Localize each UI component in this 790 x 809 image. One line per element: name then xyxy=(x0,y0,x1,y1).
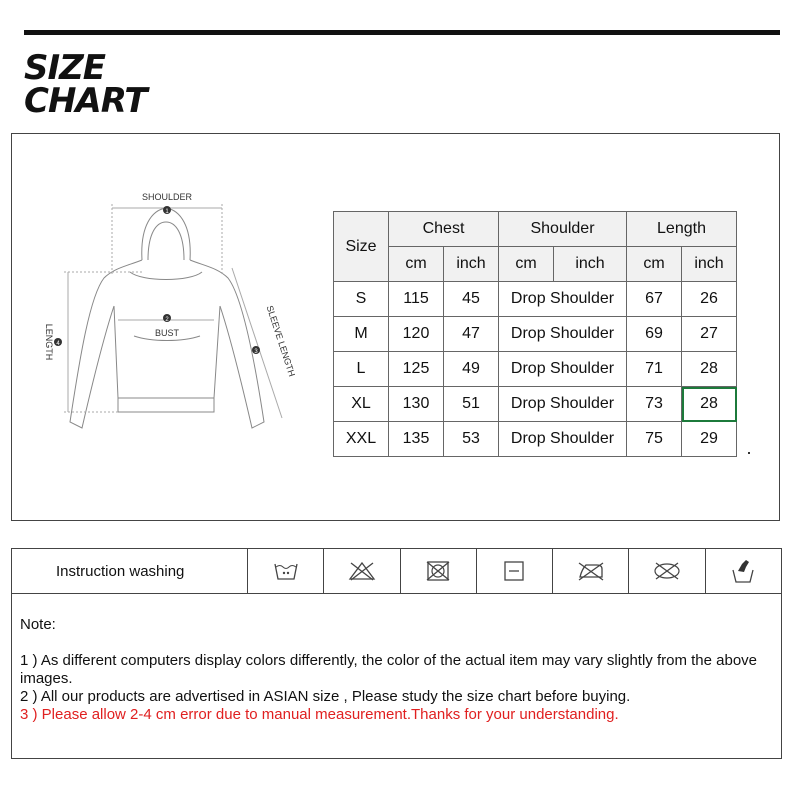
marker-4-text: 4 xyxy=(56,341,60,347)
length-cm-cell: 73 xyxy=(627,387,682,422)
table-row xyxy=(334,387,737,422)
length-label: LENGTH xyxy=(44,323,54,361)
length-header: Length xyxy=(627,212,737,247)
length-inch-cell: 29 xyxy=(682,422,737,457)
hand-wash-icon xyxy=(730,558,756,584)
shoulder-cell: Drop Shoulder xyxy=(499,317,627,352)
no-bleach-icon xyxy=(348,560,376,582)
no-dry-clean-icon xyxy=(652,560,682,582)
length-inch-cell: 26 xyxy=(682,282,737,317)
unit-header: inch xyxy=(554,247,627,282)
length-inch-cell-selected[interactable]: 28 xyxy=(682,387,737,422)
table-row xyxy=(334,317,737,352)
marker-2-text: 2 xyxy=(165,317,169,323)
chest-inch-cell: 53 xyxy=(444,422,499,457)
chest-cm-cell: 135 xyxy=(389,422,444,457)
size-cell: M xyxy=(334,317,389,352)
dry-flat-icon xyxy=(503,560,525,582)
bust-label: BUST xyxy=(154,328,180,338)
shoulder-label: SHOULDER xyxy=(141,192,193,202)
chest-inch-cell: 49 xyxy=(444,352,499,387)
stray-dot xyxy=(748,452,750,454)
length-inch-cell: 27 xyxy=(682,317,737,352)
length-cm-cell: 67 xyxy=(627,282,682,317)
note-title: Note: xyxy=(20,616,56,633)
size-cell: L xyxy=(334,352,389,387)
length-cm-cell: 71 xyxy=(627,352,682,387)
table-row xyxy=(334,352,737,387)
chest-cm-cell: 115 xyxy=(389,282,444,317)
chest-inch-cell: 51 xyxy=(444,387,499,422)
shoulder-cell: Drop Shoulder xyxy=(499,387,627,422)
chest-inch-cell: 45 xyxy=(444,282,499,317)
unit-header: inch xyxy=(682,247,737,282)
no-tumble-dry-icon xyxy=(425,560,451,582)
shoulder-header: Shoulder xyxy=(499,212,627,247)
unit-header: cm xyxy=(499,247,554,282)
length-inch-cell: 28 xyxy=(682,352,737,387)
shoulder-cell: Drop Shoulder xyxy=(499,422,627,457)
hoodie-diagram xyxy=(42,186,312,446)
length-cm-cell: 75 xyxy=(627,422,682,457)
unit-header: cm xyxy=(389,247,444,282)
washing-instructions xyxy=(11,548,782,594)
size-table xyxy=(333,211,737,457)
shoulder-cell: Drop Shoulder xyxy=(499,352,627,387)
washing-label: Instruction washing xyxy=(12,549,248,593)
note-line-1: 1 ) As different computers display colors differently, the color of the actual item may vary slightly from the above images. xyxy=(20,652,758,687)
title-line-chart: CHART xyxy=(24,81,147,121)
chest-header: Chest xyxy=(389,212,499,247)
table-row xyxy=(334,282,737,317)
note-line-2: 2 ) All our products are advertised in ASIAN size , Please study the size chart before buying. xyxy=(20,688,631,705)
size-cell: S xyxy=(334,282,389,317)
size-cell: XL xyxy=(334,387,389,422)
wash-30-icon xyxy=(273,560,299,582)
size-cell: XXL xyxy=(334,422,389,457)
marker-1-text: 1 xyxy=(165,209,169,215)
top-rule xyxy=(24,30,780,35)
page-title xyxy=(24,48,147,121)
chest-cm-cell: 125 xyxy=(389,352,444,387)
chest-cm-cell: 120 xyxy=(389,317,444,352)
iron-low-icon xyxy=(577,560,605,582)
title-line-size: SIZE xyxy=(24,48,106,88)
table-row xyxy=(334,422,737,457)
length-cm-cell: 69 xyxy=(627,317,682,352)
chest-inch-cell: 47 xyxy=(444,317,499,352)
shoulder-cell: Drop Shoulder xyxy=(499,282,627,317)
size-chart-panel xyxy=(11,133,780,521)
size-header: Size xyxy=(334,212,389,282)
unit-header: inch xyxy=(444,247,499,282)
sleeve-length-label: SLEEVE LENGTH xyxy=(264,304,298,378)
unit-header: cm xyxy=(627,247,682,282)
notes-panel xyxy=(11,593,782,759)
note-line-3: 3 ) Please allow 2-4 cm error due to manual measurement.Thanks for your understanding. xyxy=(20,706,619,723)
chest-cm-cell: 130 xyxy=(389,387,444,422)
marker-3-text: 3 xyxy=(254,349,258,355)
